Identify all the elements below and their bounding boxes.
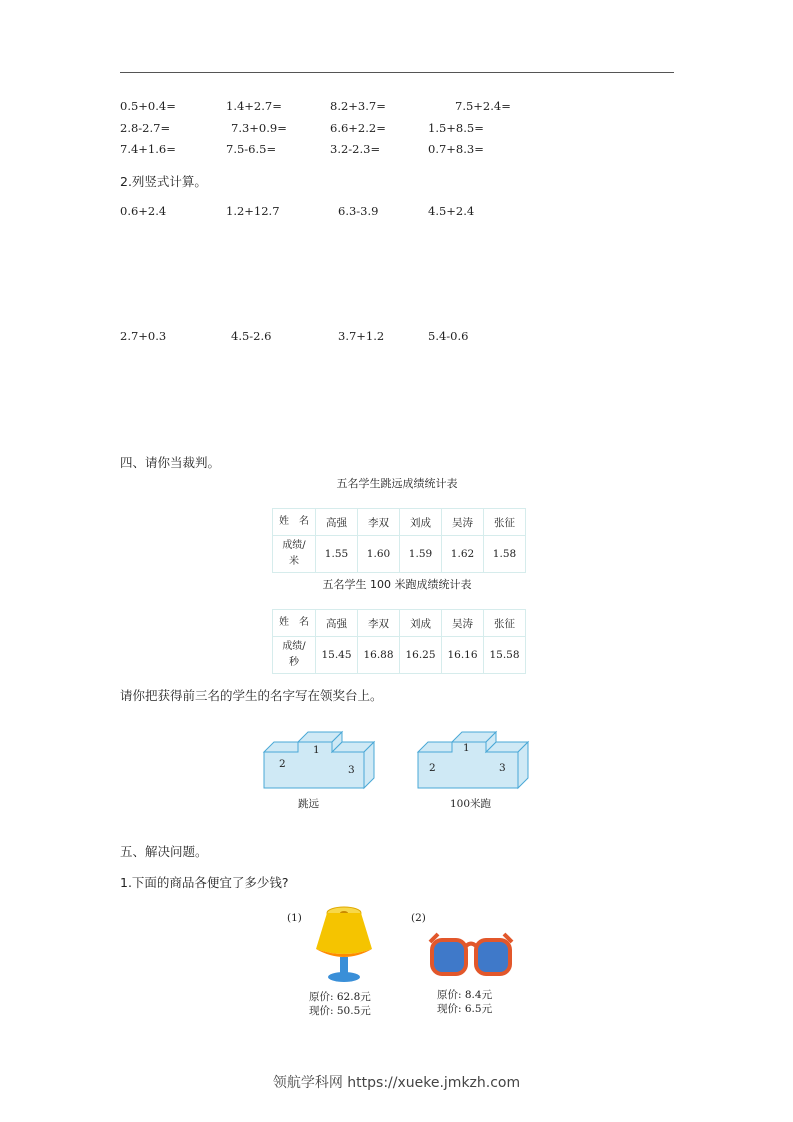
problem: 0.5+0.4= [120, 99, 176, 113]
problem: 0.6+2.4 [120, 204, 167, 218]
score-cell: 1.60 [358, 536, 400, 573]
name-header: 姓 名 [273, 509, 316, 536]
problem: 7.5-6.5= [226, 142, 277, 156]
problem: 6.3-3.9 [338, 204, 379, 218]
score-header-line-2: 米 [289, 556, 299, 567]
problem: 5.4-0.6 [428, 329, 469, 343]
score-cell: 1.58 [484, 536, 526, 573]
table-2-caption: 五名学生 100 米跑成绩统计表 [322, 578, 472, 591]
problem: 8.2+3.7= [330, 99, 386, 113]
student-name: 高强 [316, 610, 358, 637]
podium-label-sprint: 100米跑 [450, 798, 492, 810]
name-header: 姓 名 [273, 610, 316, 637]
section-5-heading: 五、解决问题。 [120, 844, 208, 859]
student-name: 刘成 [400, 610, 442, 637]
score-header-line-2: 秒 [289, 657, 299, 668]
score-header [273, 637, 316, 674]
item-1-original-price: 原价: 62.8元 [309, 991, 371, 1003]
problem: 0.7+8.3= [428, 142, 484, 156]
lamp-icon [310, 905, 380, 989]
student-name: 李双 [358, 610, 400, 637]
score-cell: 16.16 [442, 637, 484, 674]
problem: 2.8-2.7= [120, 121, 171, 135]
student-name: 吴涛 [442, 610, 484, 637]
section-4-heading: 四、请你当裁判。 [120, 455, 221, 470]
score-cell: 15.58 [484, 637, 526, 674]
question-1: 1.下面的商品各便宜了多少钱? [120, 875, 289, 890]
first-place-number: 1 [463, 742, 470, 754]
sunglasses-icon [428, 932, 514, 980]
student-name: 李双 [358, 509, 400, 536]
second-place-number: 2 [279, 758, 286, 770]
problem: 3.7+1.2 [338, 329, 385, 343]
item-1-number: (1) [287, 912, 302, 924]
podium-label-long-jump: 跳远 [298, 798, 319, 810]
sprint-table [272, 609, 526, 674]
item-2-original-price: 原价: 8.4元 [437, 989, 493, 1001]
footer-watermark: 领航学科网 https://xueke.jmkzh.com [272, 1075, 521, 1091]
problem: 1.5+8.5= [428, 121, 484, 135]
problem: 3.2-2.3= [330, 142, 381, 156]
problem: 1.2+12.7 [226, 204, 280, 218]
item-2-number: (2) [411, 912, 426, 924]
podium-illustration [416, 722, 534, 792]
student-name: 吴涛 [442, 509, 484, 536]
problem: 7.3+0.9= [231, 121, 287, 135]
item-1-current-price: 现价: 50.5元 [309, 1005, 371, 1017]
score-header-line-1: 成绩/ [282, 540, 306, 551]
problem: 4.5+2.4 [428, 204, 475, 218]
third-place-number: 3 [348, 764, 355, 776]
score-cell: 15.45 [316, 637, 358, 674]
podium-long-jump [262, 722, 380, 792]
problem: 7.5+2.4= [455, 99, 511, 113]
podium-sprint [416, 722, 534, 792]
score-cell: 16.88 [358, 637, 400, 674]
problem: 7.4+1.6= [120, 142, 176, 156]
student-name: 张征 [484, 610, 526, 637]
score-cell: 16.25 [400, 637, 442, 674]
score-header [273, 536, 316, 573]
problem: 4.5-2.6 [231, 329, 272, 343]
podium-instruction: 请你把获得前三名的学生的名字写在领奖台上。 [120, 688, 383, 703]
score-cell: 1.59 [400, 536, 442, 573]
section-2-heading: 2.列竖式计算。 [120, 174, 207, 189]
student-name: 高强 [316, 509, 358, 536]
score-cell: 1.55 [316, 536, 358, 573]
long-jump-table [272, 508, 526, 573]
first-place-number: 1 [313, 744, 320, 756]
second-place-number: 2 [429, 762, 436, 774]
score-header-line-1: 成绩/ [282, 641, 306, 652]
problem: 2.7+0.3 [120, 329, 167, 343]
student-name: 张征 [484, 509, 526, 536]
third-place-number: 3 [499, 762, 506, 774]
glasses-image [428, 932, 514, 980]
top-rule [120, 72, 674, 73]
table-1-caption: 五名学生跳远成绩统计表 [336, 477, 458, 490]
item-2-current-price: 现价: 6.5元 [437, 1003, 493, 1015]
score-cell: 1.62 [442, 536, 484, 573]
lamp-image [310, 905, 380, 989]
podium-illustration [262, 722, 380, 792]
problem: 6.6+2.2= [330, 121, 386, 135]
student-name: 刘成 [400, 509, 442, 536]
problem: 1.4+2.7= [226, 99, 282, 113]
